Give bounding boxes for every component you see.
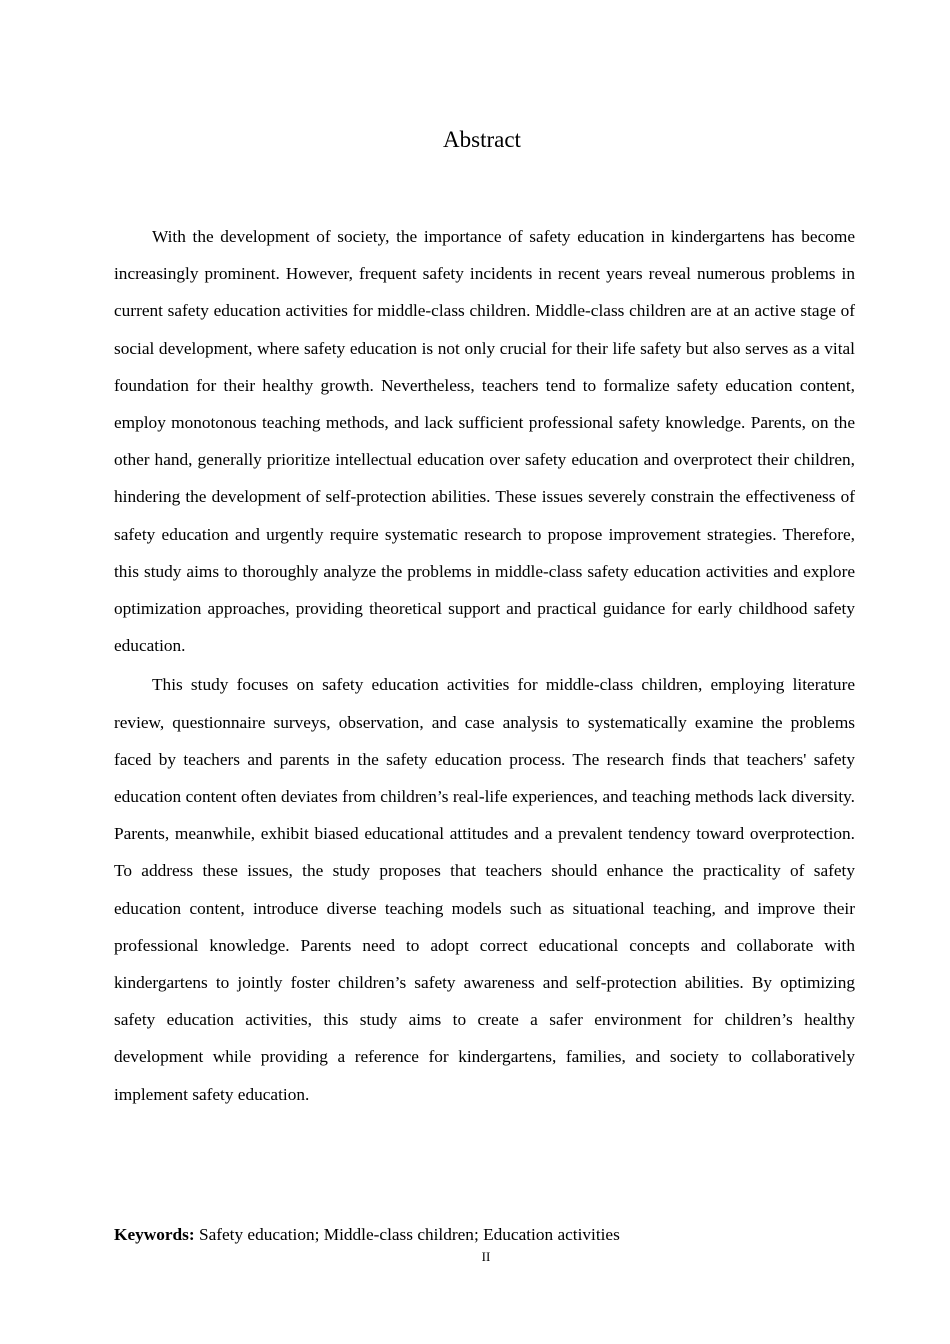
keywords-line [114,1221,855,1249]
keywords-text: Safety education; Middle-class children; Education activities [198,1225,620,1244]
abstract-paragraph-2: This study focuses on safety education activities for middle-class children, employing literature review, questionnaire surveys, observation, and case analysis to systematically examine the problems faced by teachers and parents in the safety education process. The research finds that teachers' safety education content often deviates from children’s real-life experiences, and teaching methods lack diversity. Parents, meanwhile, exhibit biased educational attitudes and a prevalent tendency toward overprotection. To address these issues, the study proposes that teachers should enhance the practicality of safety education content, introduce diverse teaching models such as situational teaching, and improve their professional knowledge. Parents need to adopt correct educational concepts and collaborate with kindergartens to jointly foster children’s safety awareness and self-protection abilities. By optimizing safety education activities, this study aims to create a safer environment for children’s healthy development while providing a reference for kindergartens, families, and society to collaboratively implement safety education. [114,675,855,1104]
page-number: II [481,1249,491,1264]
abstract-body [114,218,855,1115]
page-title: Abstract [443,127,521,152]
keywords-label: Keywords: [114,1225,195,1244]
abstract-paragraph-1: With the development of society, the importance of safety education in kindergartens has become increasingly prominent. However, frequent safety incidents in recent years reveal numerous problems in current safety education activities for middle-class children. Middle-class children are at an active stage of social development, where safety education is not only crucial for their life safety but also serves as a vital foundation for their healthy growth. Nevertheless, teachers tend to formalize safety education content, employ monotonous teaching methods, and lack sufficient professional safety knowledge. Parents, on the other hand, generally prioritize intellectual education over safety education and overprotect their children, hindering the development of self-protection abilities. These issues severely constrain the effectiveness of safety education and urgently require systematic research to propose improvement strategies. Therefore, this study aims to thoroughly analyze the problems in middle-class safety education activities and explore optimization approaches, providing theoretical support and practical guidance for early childhood safety education. [114,227,855,656]
